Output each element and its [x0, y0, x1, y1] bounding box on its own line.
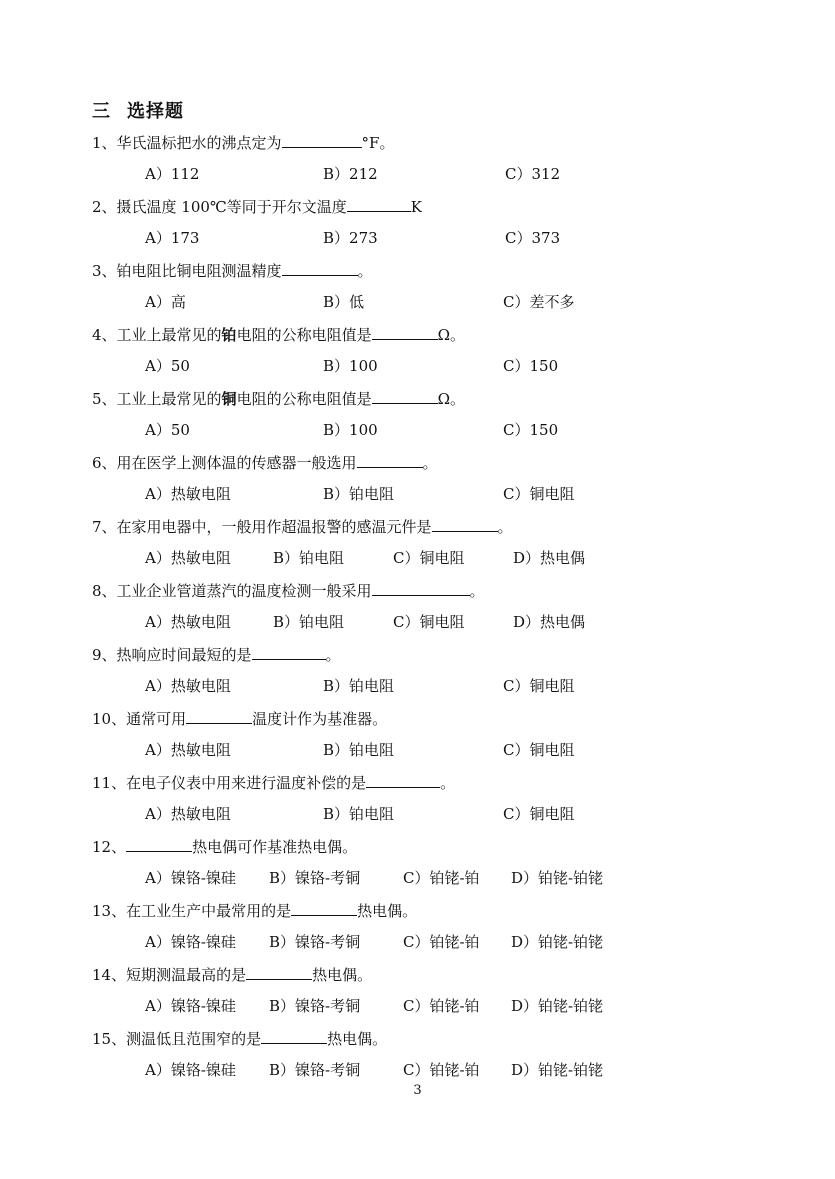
answer-blank [282, 132, 362, 148]
question-13: 13、在工业生产中最常用的是 热电偶。 [92, 902, 418, 920]
question-15: 15、测温低且范围窄的是 热电偶。 [92, 1030, 388, 1048]
options-15 [145, 1060, 705, 1080]
option-d: D）热电偶 [513, 549, 586, 567]
question-3: 3、铂电阻比铜电阻测温精度 。 [92, 262, 373, 280]
question-7: 7、在家用电器中，一般用作超温报警的感温元件是 。 [92, 518, 513, 536]
option-a: A）镍铬-镍硅 [145, 997, 236, 1015]
question-4: 4、工业上最常见的铂电阻的公称电阻值是 Ω。 [92, 326, 466, 344]
option-b: B）铂电阻 [323, 677, 395, 695]
option-a: A）50 [145, 421, 190, 439]
option-d: D）铂铑-铂铑 [511, 1061, 604, 1079]
answer-blank [126, 836, 192, 852]
option-b: B）212 [323, 165, 378, 183]
option-d: D）铂铑-铂铑 [511, 997, 604, 1015]
option-c: C）差不多 [503, 293, 575, 311]
option-b: B）镍铬-考铜 [269, 1061, 361, 1079]
option-c: C）铂铑-铂 [403, 997, 480, 1015]
answer-blank [432, 516, 498, 532]
option-c: C）铂铑-铂 [403, 869, 480, 887]
option-b: B）镍铬-考铜 [269, 869, 361, 887]
answer-blank [291, 900, 357, 916]
question-9: 9、热响应时间最短的是 。 [92, 646, 341, 664]
option-b: B）镍铬-考铜 [269, 933, 361, 951]
option-a: A）镍铬-镍硅 [145, 1061, 236, 1079]
option-c: C）铂铑-铂 [403, 933, 480, 951]
option-b: B）铂电阻 [323, 741, 395, 759]
option-b: B）铂电阻 [273, 613, 345, 631]
option-b: B）273 [323, 229, 378, 247]
options-13 [145, 932, 705, 952]
option-b: B）低 [323, 293, 365, 311]
options-10 [145, 740, 705, 760]
option-d: D）铂铑-铂铑 [511, 869, 604, 887]
options-9 [145, 676, 705, 696]
question-10: 10、通常可用 温度计作为基准器。 [92, 710, 388, 728]
option-d: D）热电偶 [513, 613, 586, 631]
answer-blank [246, 964, 312, 980]
option-d: D）铂铑-铂铑 [511, 933, 604, 951]
option-c: C）312 [505, 165, 561, 183]
option-b: B）100 [323, 357, 378, 375]
answer-blank [372, 580, 470, 596]
option-a: A）热敏电阻 [145, 613, 231, 631]
options-14 [145, 996, 705, 1016]
answer-blank [186, 708, 252, 724]
options-8 [145, 612, 705, 632]
question-11: 11、在电子仪表中用来进行温度补偿的是 。 [92, 774, 456, 792]
question-5: 5、工业上最常见的铜电阻的公称电阻值是 Ω。 [92, 390, 466, 408]
option-b: B）铂电阻 [323, 805, 395, 823]
option-a: A）镍铬-镍硅 [145, 933, 236, 951]
section-title: 三 选择题 [92, 101, 184, 122]
option-c: C）150 [503, 357, 559, 375]
answer-blank [366, 772, 440, 788]
answer-blank [252, 644, 326, 660]
question-12: 12、 热电偶可作基准热电偶。 [92, 838, 358, 856]
option-a: A）173 [145, 229, 200, 247]
option-b: B）镍铬-考铜 [269, 997, 361, 1015]
options-1 [145, 164, 705, 184]
answer-blank [357, 452, 423, 468]
question-8: 8、工业企业管道蒸汽的温度检测一般采用 。 [92, 582, 485, 600]
option-c: C）铜电阻 [393, 613, 465, 631]
option-c: C）铜电阻 [503, 485, 575, 503]
option-a: A）热敏电阻 [145, 805, 231, 823]
option-c: C）铜电阻 [503, 677, 575, 695]
answer-blank [282, 260, 358, 276]
option-a: A）热敏电阻 [145, 549, 231, 567]
options-3 [145, 292, 705, 312]
question-6: 6、用在医学上测体温的传感器一般选用 。 [92, 454, 438, 472]
option-a: A）112 [145, 165, 200, 183]
option-b: B）铂电阻 [323, 485, 395, 503]
option-a: A）热敏电阻 [145, 677, 231, 695]
option-a: A）镍铬-镍硅 [145, 869, 236, 887]
option-b: B）100 [323, 421, 378, 439]
options-5 [145, 420, 705, 440]
options-12 [145, 868, 705, 888]
page-number: 3 [413, 1083, 422, 1098]
option-c: C）150 [503, 421, 559, 439]
option-a: A）高 [145, 293, 186, 311]
options-11 [145, 804, 705, 824]
answer-blank [372, 324, 438, 340]
answer-blank [261, 1028, 327, 1044]
option-a: A）50 [145, 357, 190, 375]
option-c: C）铜电阻 [503, 805, 575, 823]
options-2 [145, 228, 705, 248]
option-a: A）热敏电阻 [145, 485, 231, 503]
options-4 [145, 356, 705, 376]
answer-blank [372, 388, 438, 404]
option-c: C）373 [505, 229, 561, 247]
options-6 [145, 484, 705, 504]
option-c: C）铜电阻 [503, 741, 575, 759]
question-1: 1、华氏温标把水的沸点定为 °F。 [92, 134, 395, 152]
option-b: B）铂电阻 [273, 549, 345, 567]
question-14: 14、短期测温最高的是 热电偶。 [92, 966, 373, 984]
option-c: C）铜电阻 [393, 549, 465, 567]
question-2: 2、摄氏温度 100℃等同于开尔文温度 K [92, 198, 422, 216]
option-c: C）铂铑-铂 [403, 1061, 480, 1079]
options-7 [145, 548, 705, 568]
option-a: A）热敏电阻 [145, 741, 231, 759]
answer-blank [347, 196, 411, 212]
